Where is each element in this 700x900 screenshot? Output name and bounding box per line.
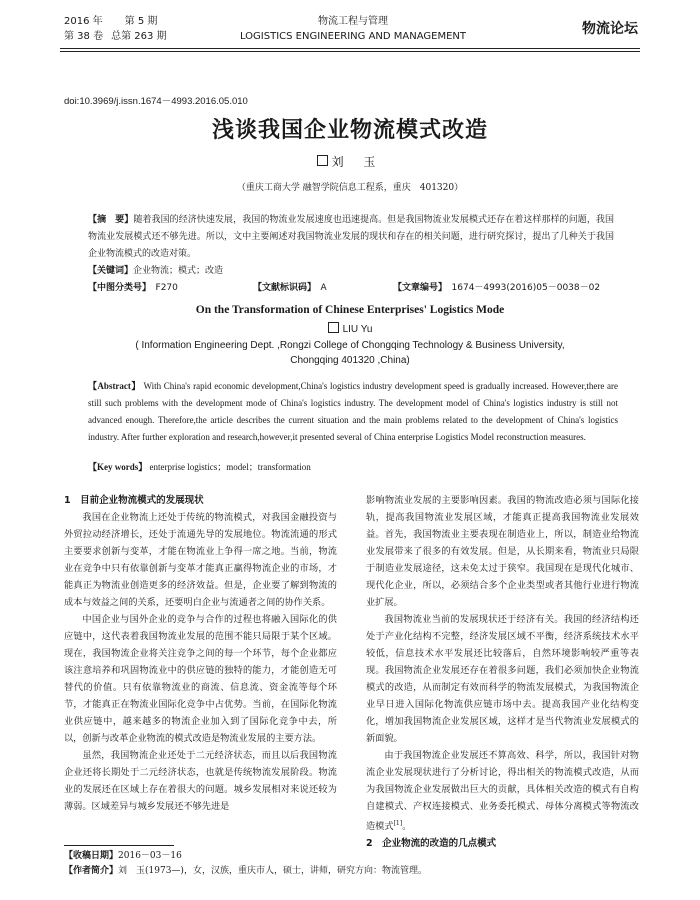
body-paragraph: 我国在企业物流上还处于传统的物流模式，对我国金融投资与外贸拉动经济增长，还处于流通先导的发展地位。物流流通的形式主要要求创新与变革，才能在物流业上争得一席之地。当前，物流业在竞争中只有依靠创新与变革才能真正赢得物流企业的市场，才能真正为物流业创造更多的经济效益。但是，企业要了解到物流的成本与效益之间的关系，还要明白企业与流通者之间的协作关系。 xyxy=(64,512,337,608)
abstract-zh-label: 【摘 要】 xyxy=(88,215,134,225)
issue-info xyxy=(64,14,167,44)
abstract-zh-text: 随着我国的经济快速发展，我国的物流业发展速度也迅速提高。但是我国物流业发展模式还存在着这样那样的问题，我国物流业发展模式还不够先进。所以，文中主要阐述对我国物流业发展的现状和存在的相关问题，进行研究探讨，提出了几种关于我国企业物流模式的改造对策。 xyxy=(88,215,614,259)
footnote xyxy=(64,849,427,879)
doi: doi:10.3969/j.issn.1674－4993.2016.05.010 xyxy=(64,96,248,107)
abstract-zh xyxy=(88,212,614,263)
keywords-zh xyxy=(88,263,223,276)
header-rule-thin xyxy=(60,51,640,52)
body-paragraph-text: 由于我国物流企业发展还不算高效、科学，所以，我国针对物流企业发展现状进行了分析讨论，得出相关的物流模式改造，从而为我国物流企业发展做出巨大的贡献，具体相关改造的模式有自构自建模式、产权连接模式、业务委托模式、母体分离模式等物流改造模式 xyxy=(366,750,639,833)
english-affiliation: ( Information Engineering Dept. ,Rongzi College of Chongqing Technology & Business University, Chongqing 401320 ,China) xyxy=(135,340,565,366)
author-name: 刘 玉 xyxy=(331,155,384,169)
keywords-en-text: enterprise logistics；model；transformation xyxy=(147,462,311,472)
author-bio-label: 【作者简介】 xyxy=(64,866,119,876)
english-author: LIU Yu xyxy=(342,324,373,335)
body-paragraph: 我国物流业当前的发展现状还于经济有关。我国的经济结构还处于产业化结构不完整，经济发展区域不平衡，经济系统技术水平较低，信息技术水平发展还比较落后，自然环境影响较严重等表现。我国物流企业发展还存在着很多问题，我们必须加快企业物流模式的改造，从而制定有效而科学的物流发展模式，为我国物流企业早日进入国际化物流供应链市场中去。提高我国产业化结构变化，增加我国物流企业发展区域，这样才是当代物流业发展模式的新面貌。 xyxy=(366,614,639,744)
abstract-en xyxy=(88,378,618,446)
author-bio: 刘 玉(1973—)，女，汉族，重庆市人，硕士，讲师，研究方向：物流管理。 xyxy=(118,866,427,876)
english-author-box-icon xyxy=(328,322,339,333)
abstract-en-text: With China's rapid economic development,China's logistics industry development speed is gradually increased. However,there are still such problems with the development mode of China's logistics industry. The development model of China's logistics industry is still not advanced enough. Therefore,the article describes the current situation and the main problems related to the development of China's logistics industry. After further exploration and research,however,it presented several of China enterprise Logistics Model reconstruction measures. xyxy=(88,381,618,442)
english-author-line xyxy=(0,322,700,335)
header-rule xyxy=(60,48,640,49)
received-date: 2016－03－16 xyxy=(118,851,182,861)
journal-name xyxy=(228,14,478,44)
doc-code-value: A xyxy=(320,283,327,293)
keywords-en xyxy=(88,460,311,473)
clc-value: F270 xyxy=(155,283,178,293)
doc-code-label: 【文献标识码】 xyxy=(253,283,312,293)
issue-volume: 第 38 卷 xyxy=(64,31,104,42)
body-column-left xyxy=(64,492,337,815)
issue-total: 总第 263 期 xyxy=(111,31,167,42)
issue-year: 2016 年 xyxy=(64,16,103,27)
affiliation: （重庆工商大学 融智学院信息工程系，重庆 401320） xyxy=(236,183,464,193)
body-paragraph: 虽然，我国物流企业还处于二元经济状态，而且以后我国物流企业还将长期处于二元经济状态，也就是传统物流发展阶段。物流业的发展还在区域上存在着很大的问题。城乡发展相对来说还较为薄弱。区域差异与城乡发展还不够先进是 xyxy=(64,750,337,812)
keywords-zh-text: 企业物流；模式；改造 xyxy=(133,266,224,276)
issue-number: 第 5 期 xyxy=(124,16,158,27)
author-box-icon xyxy=(317,155,328,166)
section-label: 物流论坛 xyxy=(582,21,638,37)
clc-label: 【中图分类号】 xyxy=(88,283,147,293)
article-number-label: 【文章编号】 xyxy=(393,283,443,293)
article-number-value: 1674－4993(2016)05－0038－02 xyxy=(451,283,601,293)
journal-name-zh: 物流工程与管理 xyxy=(318,16,388,27)
classification-line xyxy=(88,280,618,293)
received-label: 【收稿日期】 xyxy=(64,851,119,861)
english-title: On the Transformation of Chinese Enterprises' Logistics Mode xyxy=(195,304,505,316)
author-line xyxy=(0,153,700,170)
keywords-zh-label: 【关键词】 xyxy=(88,266,134,276)
abstract-en-label: 【Abstract】 xyxy=(88,381,141,391)
body-paragraph: 中国企业与国外企业的竞争与合作的过程也将融入国际化的供应链中，这代表着我国物流业发展的范围不能只局限于某个区域。现在，我国物流企业将关注竞争之间的每一个环节，每个企业都应该注意培养和巩固物流业中的供应链的独特的能力，才能创造无可替代的价值。只有依靠物流业的商流、信息流、资金流等每个环节，才能真正在物流业国际化竞争中占优势。当前，在国际化物流业供应链中，越来越多的物流企业加入到了国际化竞争中去，所以，创新与改革企业物流的模式改造是物流业发展的主要方法。 xyxy=(64,614,337,744)
body-paragraph xyxy=(366,747,639,835)
journal-name-en: LOGISTICS ENGINEERING AND MANAGEMENT xyxy=(239,31,467,42)
body-paragraph-end: 。 xyxy=(402,821,412,833)
citation-ref: [1] xyxy=(393,820,403,827)
body-column-right xyxy=(366,492,639,852)
paper-title: 浅谈我国企业物流模式改造 xyxy=(211,118,488,143)
body-paragraph: 影响物流业发展的主要影响因素。我国的物流改造必须与国际化接轨，提高我国物流业发展区域，才能真正提高我国物流业发展效益。首先，我国物流业主要表现在制造业上，所以，制造业给物流业发展带来了很多的有效发展。但是，从长期来看，物流业只局限于制造业发展途径，这未免太过于狭窄。我国现在是现代化城市、现代化企业，所以，必须结合多个企业类型或者其他行业进行物流业扩展。 xyxy=(366,495,639,608)
keywords-en-label: 【Key words】 xyxy=(88,462,148,472)
footnote-rule xyxy=(64,845,174,846)
section-2-heading: 2 企业物流的改造的几点模式 xyxy=(366,838,497,850)
section-1-heading: 1 目前企业物流模式的发展现状 xyxy=(64,495,204,506)
